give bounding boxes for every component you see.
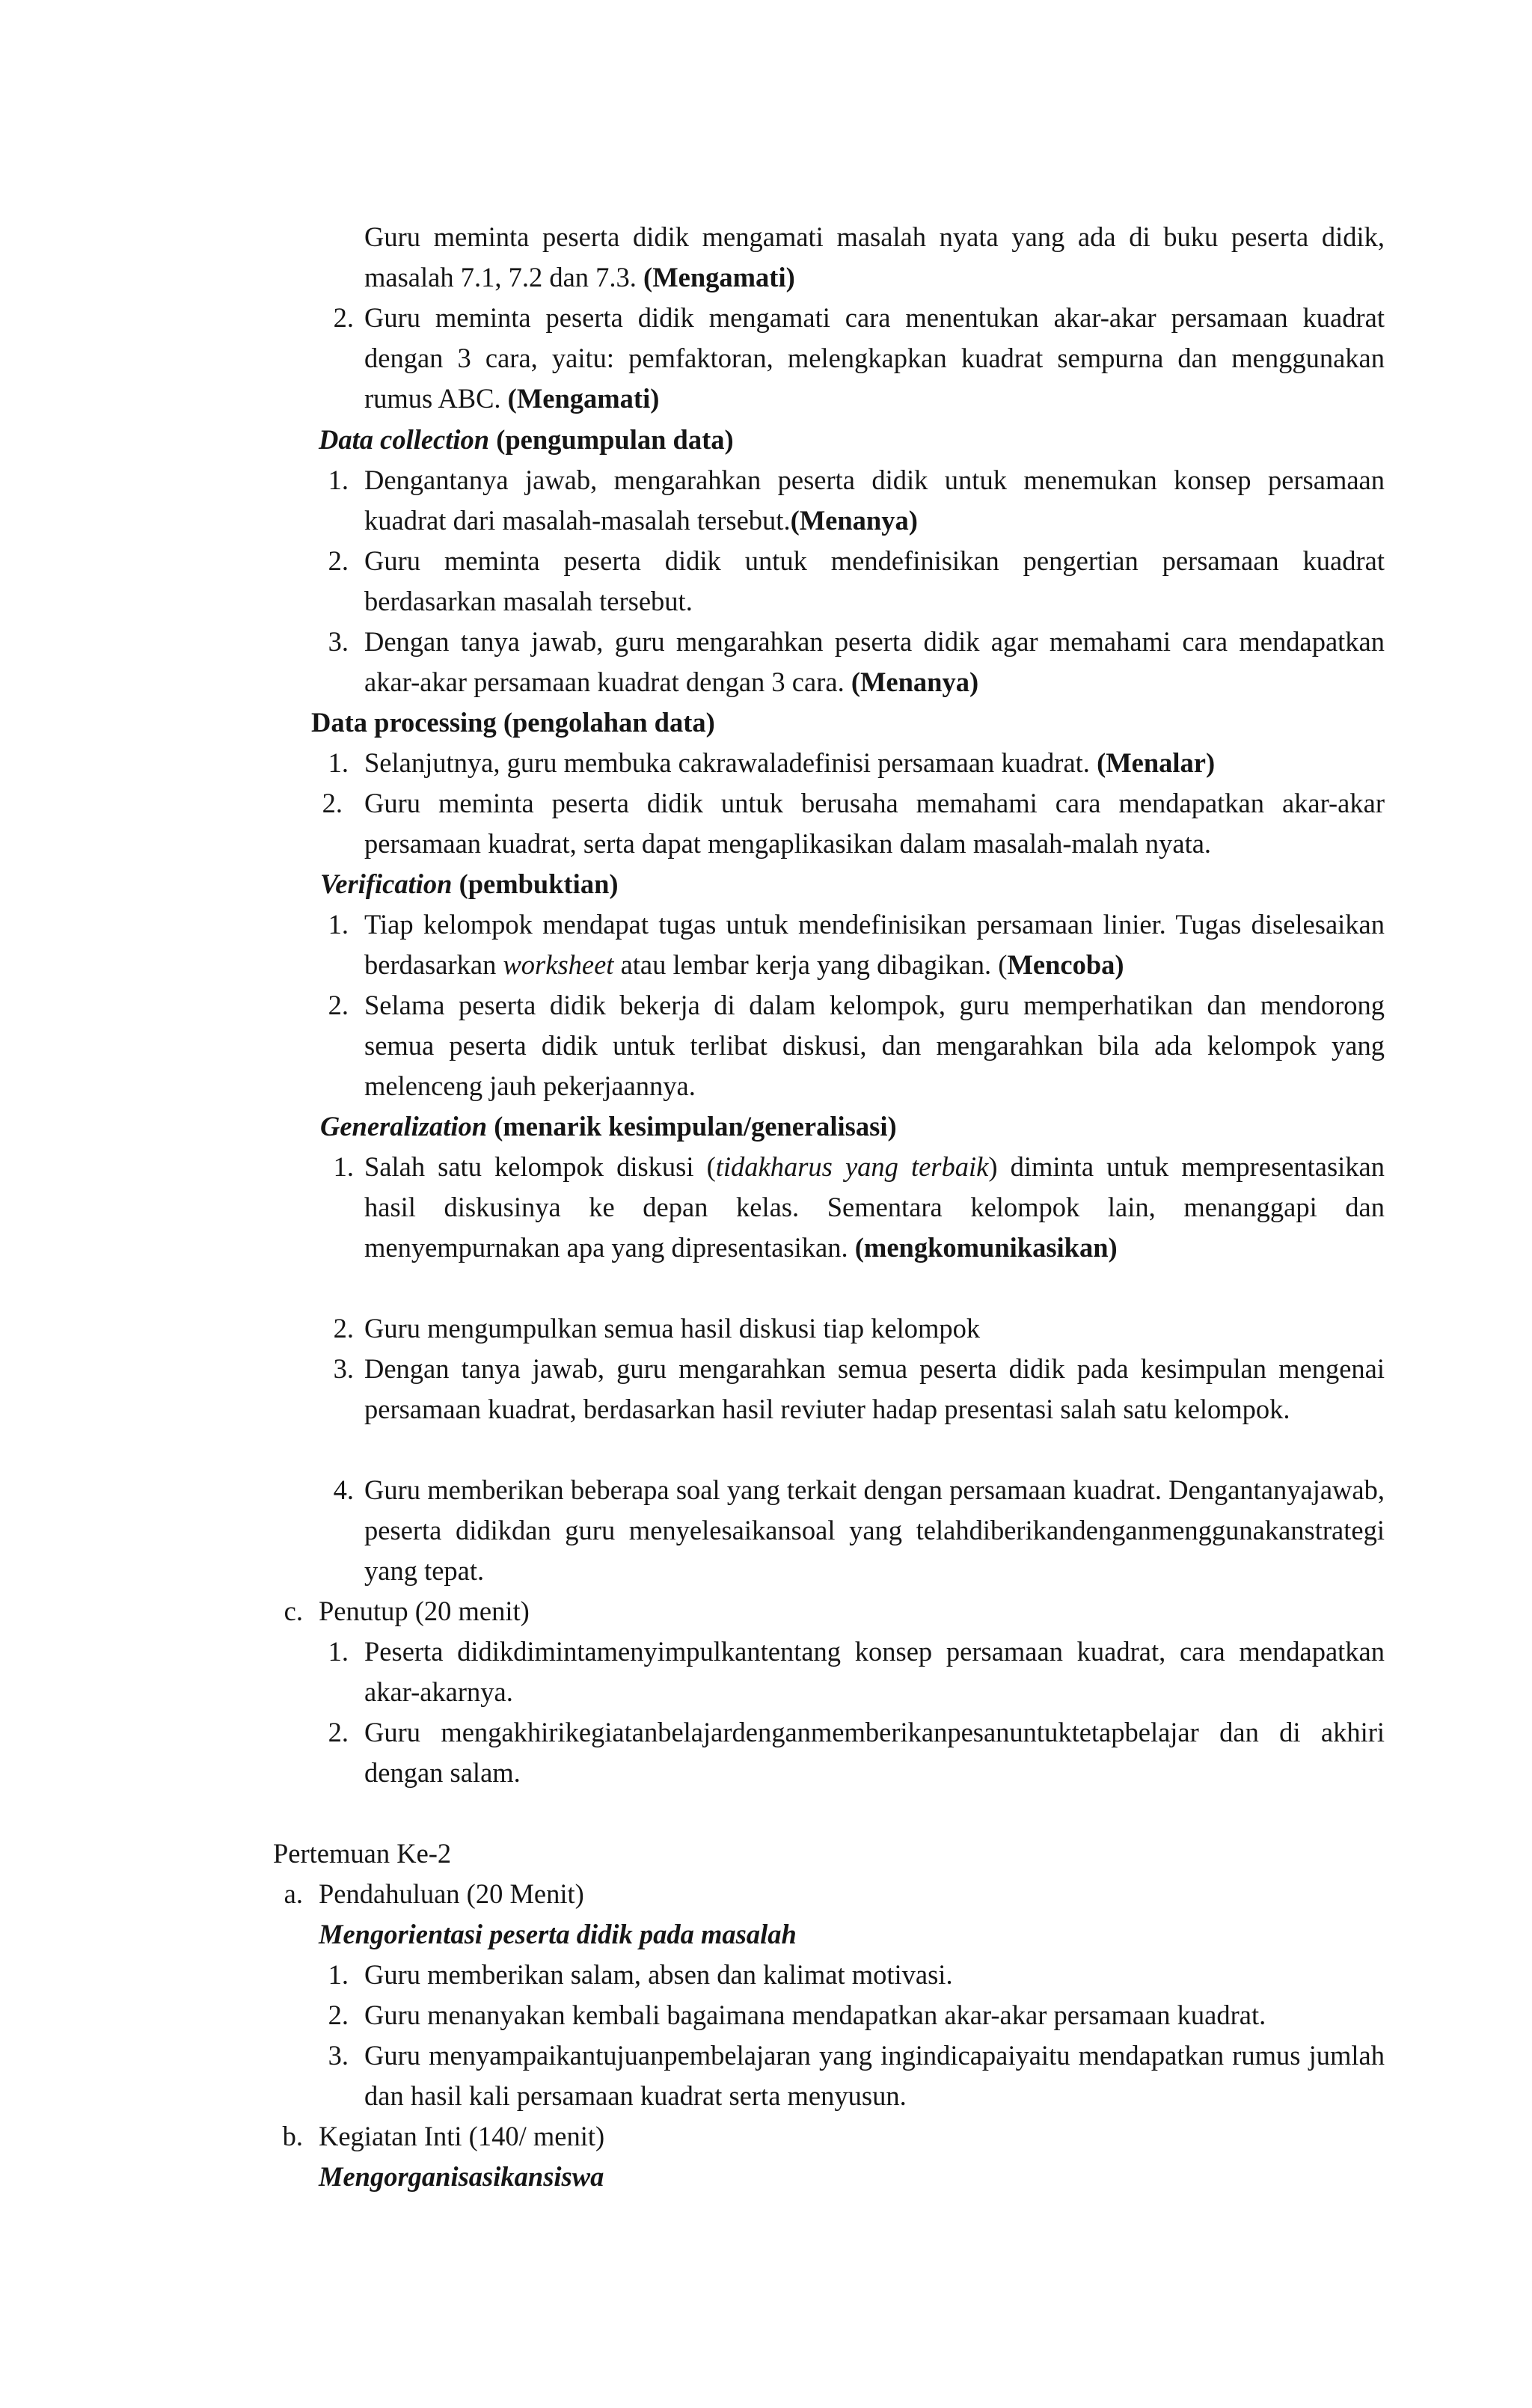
gen-item-1-tag: (mengkomunikasikan) <box>854 1232 1118 1263</box>
ver-item-1 <box>364 904 1385 985</box>
pend-item-1-text: Guru memberikan salam, absen dan kalimat motivasi. <box>364 1959 953 1990</box>
penutup-item-2-text: Guru mengakhirikegiatanbelajardenganmemberikanpesanuntuktetapbelajar dan di akhiri dengan salam. <box>364 1717 1385 1788</box>
gen-item-1-italic: tidakharus yang terbaik <box>715 1151 989 1182</box>
intro-item-2-tag: (Mengamati) <box>507 383 660 414</box>
intro-text: Guru meminta peserta didik mengamati masalah nyata yang ada di buku peserta didik, masalah 7.1, 7.2 dan 7.3. <box>364 221 1385 292</box>
gen-item-1 <box>364 1147 1385 1268</box>
gen-item-4-number: 4. <box>333 1474 354 1505</box>
dc-item-3-tag: (Menanya) <box>851 667 979 697</box>
ver-item-1-italic: worksheet <box>503 949 614 980</box>
intro-item-2-text: Guru meminta peserta didik mengamati cara menentukan akar-akar persamaan kuadrat dengan 3 cara, yaitu: pemfaktoran, melengkapkan kuadrat sempurna dan menggunakan rumus ABC. <box>364 302 1385 414</box>
inti-subheading: Mengorganisasikansiswa <box>319 2161 604 2192</box>
pend-item-2 <box>364 1995 1385 2035</box>
dc-item-3 <box>364 622 1385 702</box>
dc-item-1 <box>364 460 1385 541</box>
inti-letter: b. <box>282 2121 303 2151</box>
gen-item-3-text: Dengan tanya jawab, guru mengarahkan semua peserta didik pada kesimpulan mengenai persamaan kuadrat, berdasarkan hasil reviuter hadap presentasi salah satu kelompok. <box>364 1353 1385 1424</box>
pend-item-1 <box>364 1955 1385 1995</box>
penutup-item-2-number: 2. <box>328 1717 349 1747</box>
ver-item-1-text-b: atau lembar kerja yang dibagikan. ( <box>613 949 1008 980</box>
dc-item-2-number: 2. <box>328 545 349 576</box>
dp-item-1 <box>364 743 1385 783</box>
dp-item-2-number: 2. <box>322 788 343 818</box>
penutup-item-1 <box>364 1632 1385 1712</box>
pend-item-2-text: Guru menanyakan kembali bagaimana mendapatkan akar-akar persamaan kuadrat. <box>364 2000 1266 2030</box>
pend-item-2-number: 2. <box>328 2000 349 2030</box>
generalization-heading <box>320 1106 897 1147</box>
data-collection-heading-italic: Data collection <box>319 424 490 455</box>
intro-item-2 <box>364 298 1385 419</box>
ver-item-2 <box>364 985 1385 1106</box>
ver-item-1-number: 1. <box>328 909 349 940</box>
dp-item-2-text: Guru meminta peserta didik untuk berusaha memahami cara mendapatkan akar-akar persamaan kuadrat, serta dapat mengaplikasikan dalam masalah-malah nyata. <box>364 788 1385 859</box>
dc-item-1-text: Dengantanya jawab, mengarahkan peserta didik untuk menemukan konsep persamaan kuadrat dari masalah-masalah tersebut. <box>364 465 1385 536</box>
verification-heading-italic: Verification <box>320 868 453 899</box>
data-processing-heading: Data processing (pengolahan data) <box>311 707 715 738</box>
generalization-heading-italic: Generalization <box>320 1111 488 1142</box>
verification-heading <box>320 864 619 904</box>
penutup-heading: Penutup (20 menit) <box>319 1596 530 1626</box>
ver-item-1-tag: Mencoba) <box>1007 949 1124 980</box>
intro-paragraph <box>364 217 1385 298</box>
dc-item-1-number: 1. <box>328 465 349 495</box>
ver-item-2-text: Selama peserta didik bekerja di dalam kelompok, guru memperhatikan dan mendorong semua peserta didik untuk terlibat diskusi, dan mengarahkan bila ada kelompok yang melenceng jauh pekerjaannya. <box>364 990 1385 1101</box>
gen-item-1-text-b: ) diminta untuk mempresentasikan hasil diskusinya ke depan kelas. Sementara kelompok lain, menanggapi dan menyempurnakan apa yang dipresentasikan. <box>364 1151 1385 1263</box>
pend-item-3-text: Guru menyampaikantujuanpembelajaran yang ingindicapaiyaitu mendapatkan rumus jumlah dan hasil kali persamaan kuadrat serta menyusun. <box>364 2040 1385 2111</box>
intro-item-2-number: 2. <box>333 302 354 333</box>
dc-item-2 <box>364 541 1385 622</box>
gen-item-1-text-a: Salah satu kelompok diskusi ( <box>364 1151 716 1182</box>
gen-item-4 <box>364 1470 1385 1591</box>
verification-heading-rest: (pembuktian) <box>452 868 619 899</box>
data-collection-heading <box>319 420 734 460</box>
dc-item-2-text: Guru meminta peserta didik untuk mendefinisikan pengertian persamaan kuadrat berdasarkan masalah tersebut. <box>364 545 1385 616</box>
dc-item-1-tag: (Menanya) <box>790 505 918 536</box>
penutup-letter: c. <box>284 1596 303 1626</box>
penutup-item-2 <box>364 1712 1385 1793</box>
dp-item-1-text: Selanjutnya, guru membuka cakrawaladefinisi persamaan kuadrat. <box>364 747 1097 778</box>
dc-item-3-number: 3. <box>328 626 349 657</box>
gen-item-3 <box>364 1349 1385 1430</box>
generalization-heading-rest: (menarik kesimpulan/generalisasi) <box>487 1111 897 1142</box>
pend-item-1-number: 1. <box>328 1959 349 1990</box>
inti-heading: Kegiatan Inti (140/ menit) <box>319 2121 605 2151</box>
gen-item-4-text: Guru memberikan beberapa soal yang terkait dengan persamaan kuadrat. Dengantanyajawab, peserta didikdan guru menyelesaikansoal yang telahdiberikandenganmenggunakanstrategi yang tepat. <box>364 1474 1385 1586</box>
gen-item-3-number: 3. <box>333 1353 354 1384</box>
ver-item-2-number: 2. <box>328 990 349 1020</box>
pend-item-3-number: 3. <box>328 2040 349 2071</box>
dc-item-3-text: Dengan tanya jawab, guru mengarahkan peserta didik agar memahami cara mendapatkan akar-akar persamaan kuadrat dengan 3 cara. <box>364 626 1385 697</box>
penutup-item-1-text: Peserta didikdimintamenyimpulkantentang konsep persamaan kuadrat, cara mendapatkan akar-akarnya. <box>364 1636 1385 1707</box>
intro-tag: (Mengamati) <box>643 262 795 292</box>
gen-item-2 <box>364 1308 1385 1349</box>
gen-item-2-text: Guru mengumpulkan semua hasil diskusi tiap kelompok <box>364 1313 981 1344</box>
data-collection-heading-rest: (pengumpulan data) <box>489 424 734 455</box>
pend-item-3 <box>364 2035 1385 2116</box>
pendahuluan-heading: Pendahuluan (20 Menit) <box>319 1878 584 1909</box>
dp-item-1-number: 1. <box>328 747 349 778</box>
penutup-item-1-number: 1. <box>328 1636 349 1667</box>
pertemuan-2-title: Pertemuan Ke-2 <box>273 1838 452 1869</box>
dp-item-1-tag: (Menalar) <box>1097 747 1216 778</box>
gen-item-1-number: 1. <box>333 1151 354 1182</box>
pendahuluan-subheading: Mengorientasi peserta didik pada masalah <box>319 1919 797 1949</box>
gen-item-2-number: 2. <box>333 1313 354 1344</box>
ver-item-1-text-a: Tiap kelompok mendapat tugas untuk mendefinisikan persamaan linier. Tugas diselesaikan berdasarkan <box>364 909 1385 980</box>
dp-item-2 <box>364 783 1385 864</box>
pendahuluan-letter: a. <box>284 1878 303 1909</box>
